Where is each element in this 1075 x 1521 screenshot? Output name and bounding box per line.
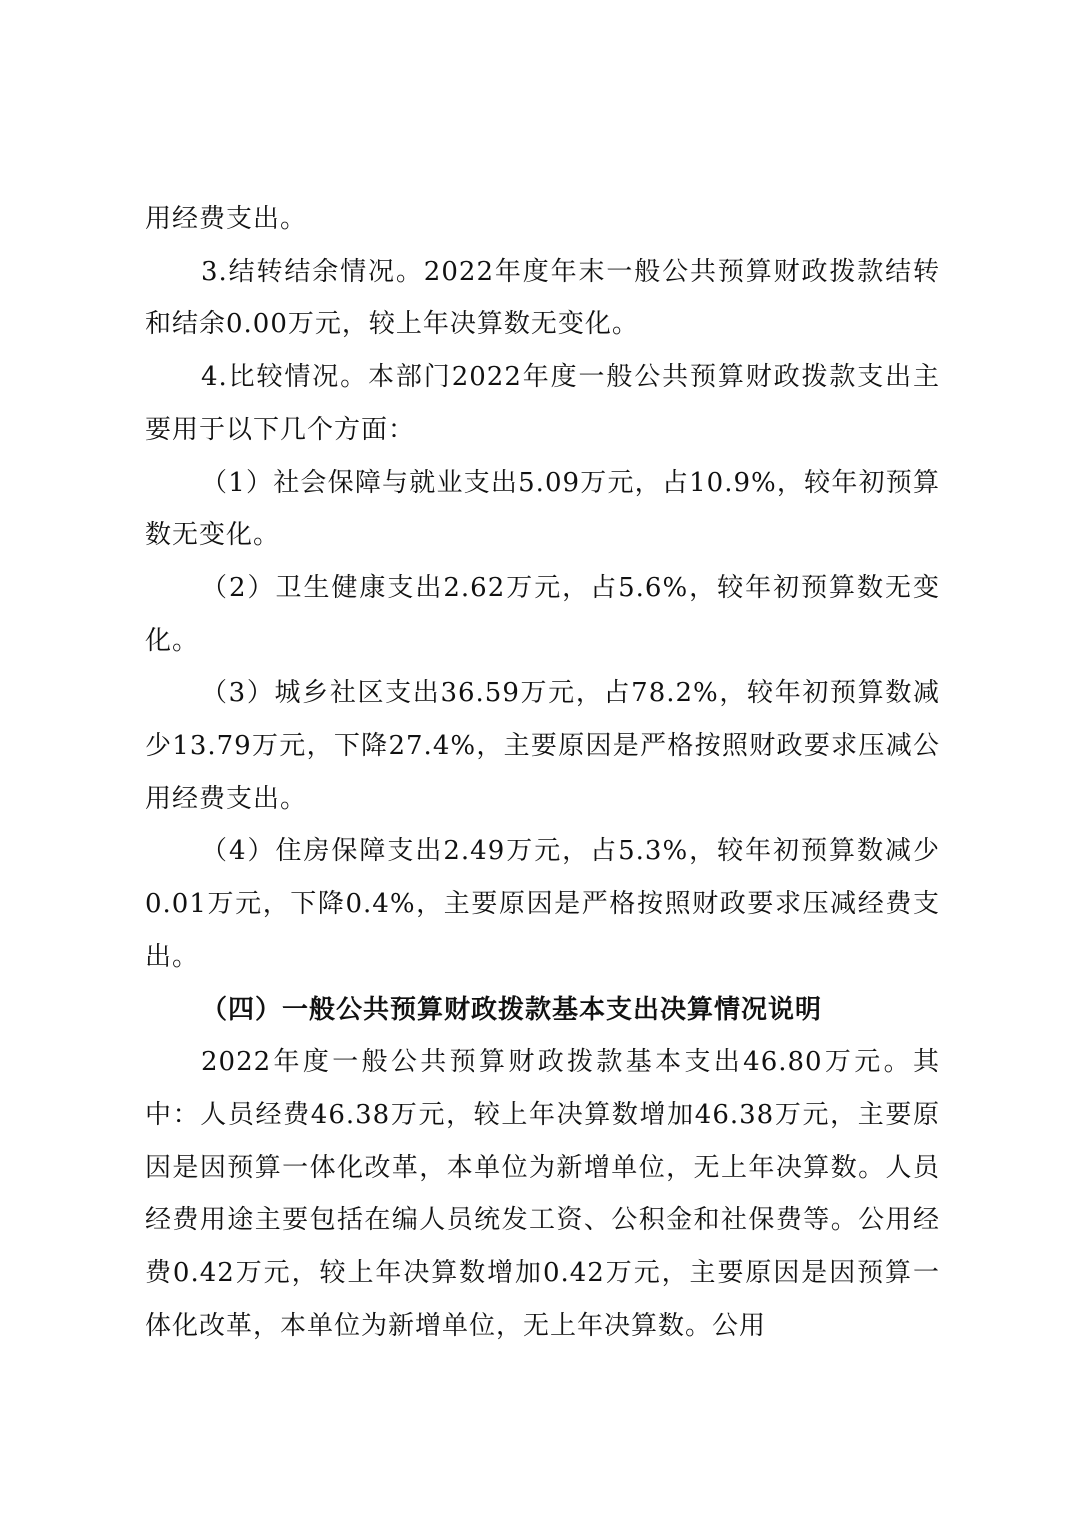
paragraph-carryover-balance: 3.结转结余情况。2022年度年末一般公共预算财政拨款结转和结余0.00万元，较上年决算数无变化。 <box>145 256 940 340</box>
paragraph-urban-rural-community: （3）城乡社区支出36.59万元，占78.2%，较年初预算数减少13.79万元，下降27.4%，主要原因是严格按照财政要求压减公用经费支出。 <box>145 678 940 814</box>
document-body <box>145 193 940 1352</box>
paragraph-housing: （4）住房保障支出2.49万元，占5.3%，较年初预算数减少0.01万元，下降0.4%，主要原因是严格按照财政要求压减经费支出。 <box>145 836 940 972</box>
paragraph-social-security: （1）社会保障与就业支出5.09万元，占10.9%，较年初预算数无变化。 <box>145 467 940 551</box>
paragraph-basic-expenditure: 2022年度一般公共预算财政拨款基本支出46.80万元。其中：人员经费46.38万元，较上年决算数增加46.38万元，主要原因是因预算一体化改革，本单位为新增单位，无上年决算数。人员经费用途主要包括在编人员统发工资、公积金和社保费等。公用经费0.42万元，较上年决算数增加0.42万元，主要原因是因预算一体化改革，本单位为新增单位，无上年决算数。公用 <box>145 1047 940 1341</box>
paragraph-health: （2）卫生健康支出2.62万元，占5.6%，较年初预算数无变化。 <box>145 572 940 656</box>
section-heading: （四）一般公共预算财政拨款基本支出决算情况说明 <box>201 994 823 1025</box>
paragraph-comparison-intro: 4.比较情况。本部门2022年度一般公共预算财政拨款支出主要用于以下几个方面： <box>145 362 940 445</box>
paragraph-continuation: 用经费支出。 <box>145 204 308 234</box>
